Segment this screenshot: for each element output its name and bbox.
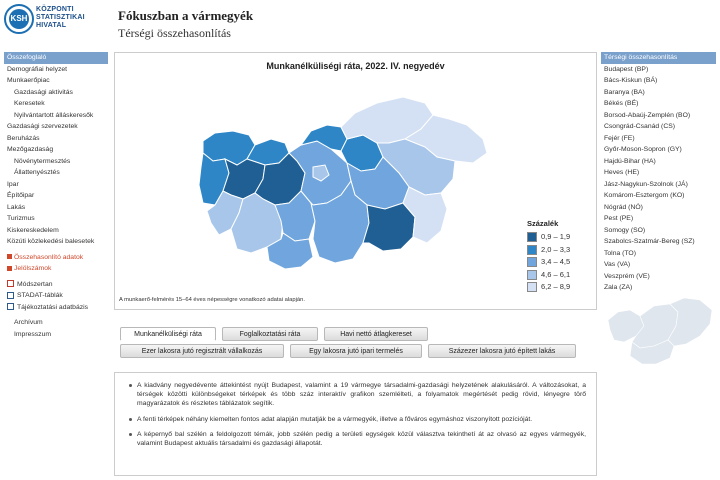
ksh-logo[interactable] [4, 4, 106, 36]
region-item-tolna-to[interactable]: Tolna (TO) [604, 249, 636, 257]
nav-item-keresetek[interactable]: Keresetek [14, 100, 45, 107]
county-csongrad-csanad[interactable] [363, 203, 415, 251]
legend-label: 3,4 – 4,5 [541, 257, 571, 266]
ksh-logo-mark [4, 4, 34, 34]
map-legend [527, 219, 570, 294]
region-item-vas-va[interactable]: Vas (VA) [604, 261, 631, 268]
region-item-zala-za[interactable]: Zala (ZA) [604, 284, 633, 291]
legend-item [527, 281, 570, 294]
nav-item-munkaeropiac[interactable]: Munkaerőpiac [7, 77, 50, 84]
legend-label: 2,0 – 3,3 [541, 244, 571, 254]
region-item-fejer-fe[interactable]: Fejér (FE) [604, 134, 635, 142]
nav-item-novenytermesztes[interactable]: Növénytermesztés [14, 157, 71, 165]
page-subtitle: Térségi összehasonlítás [118, 26, 231, 40]
pdf-document-icon [7, 280, 14, 287]
region-item-gyor-moson-sopron-gy[interactable]: Győr-Moson-Sopron (GY) [604, 146, 682, 153]
nav-item-demografiai-helyzet[interactable]: Demográfiai helyzet [7, 65, 68, 73]
intro-paragraph: A fenti térképek néhány kiemelten fontos adat alapján mutatják be a vármegyék, illetve a főváros egymáshoz viszonyított pozícióját. [125, 415, 586, 424]
map-footnote: A munkaerő-felmérés 15–64 éves népességre vonatkozó adatai alapján. [119, 297, 305, 303]
logo-line: KÖZPONTI [36, 6, 74, 13]
region-item-bacs-kiskun-ba[interactable]: Bács-Kiskun (BÁ) [604, 77, 658, 84]
nav-item-impresszum[interactable]: Impresszum [14, 330, 52, 338]
region-item-veszprem-ve[interactable]: Veszprém (VE) [604, 272, 650, 280]
intro-text-panel [114, 372, 597, 476]
nav-item-archivum[interactable]: Archívum [14, 319, 43, 326]
map-panel [114, 52, 597, 310]
legend-item [527, 231, 570, 244]
region-item-baranya-ba[interactable]: Baranya (BA) [604, 88, 645, 96]
ksh-logo-abbr: KSH [9, 9, 29, 29]
legend-item [527, 256, 570, 269]
legend-label: 4,6 – 6,1 [541, 269, 571, 279]
nav-item-kozuti-kozlekedesi-balesetek[interactable]: Közúti közlekedési balesetek [7, 238, 95, 245]
tab-industrial-production[interactable]: Egy lakosra jutó ipari termelés [290, 344, 422, 358]
nav-item-ipar[interactable]: Ipar [7, 180, 19, 188]
region-item-bekes-be[interactable]: Békés (BÉ) [604, 100, 639, 107]
tab-employment-rate[interactable]: Foglalkoztatási ráta [222, 327, 318, 341]
tab-unemployment-rate[interactable]: Munkanélküliségi ráta [120, 327, 216, 341]
nav-item-gazdasagi-szervezetek[interactable]: Gazdasági szervezetek [7, 123, 78, 130]
legend-swatch [527, 245, 537, 255]
legend-title: Százalék [527, 219, 559, 228]
nav-tool-label: Tájékoztatási adatbázis [17, 303, 89, 311]
region-item-heves-he[interactable]: Heves (HE) [604, 169, 640, 176]
logo-line: HIVATAL [36, 22, 67, 29]
nav-tool-label: STADAT-táblák [17, 292, 63, 299]
legend-swatch [527, 232, 537, 242]
intro-paragraph: A kiadvány negyedévente áttekintést nyújt Budapest, valamint a 19 vármegye társadalmi-gazdasági helyzetének alakulásáról. A változásokat, a térségek közötti különbségeket térképek és több száz interaktív grafikon szemlélteti, a folyamatok megértését pedig rövid, lényegre törő magyarázatok és részletes táblázatok segítik. [125, 381, 586, 409]
region-item-jasz-nagykun-szolnok-ja[interactable]: Jász-Nagykun-Szolnok (JÁ) [604, 180, 688, 188]
right-navigation [601, 52, 716, 294]
region-item-budapest-bp[interactable]: Budapest (BP) [604, 65, 649, 73]
map-title: Munkanélküliségi ráta, 2022. IV. negyedév [266, 61, 445, 71]
legend-item [527, 269, 570, 282]
nav-item-nyilvantartott-allaskeresok[interactable]: Nyilvántartott álláskeresők [14, 111, 94, 119]
tab-dwellings-built[interactable]: Százezer lakosra jutó épített lakás [428, 344, 576, 358]
nav-link-osszehasonlito-adatok[interactable] [4, 252, 108, 264]
nav-item-mezogazdasag[interactable]: Mezőgazdaság [7, 146, 54, 153]
nav-item-lakas[interactable]: Lakás [7, 203, 26, 211]
logo-line: STATISZTIKAI [36, 14, 85, 21]
table-icon [7, 292, 14, 299]
region-item-hajdu-bihar-ha[interactable]: Hajdú-Bihar (HA) [604, 157, 656, 165]
region-item-komarom-esztergom-ko[interactable]: Komárom-Esztergom (KO) [604, 192, 685, 199]
nav-tool-stadat-tablak[interactable] [4, 290, 108, 302]
database-icon [7, 303, 14, 310]
nav-link-label: Jelölszámok [14, 265, 52, 272]
region-item-pest-pe[interactable]: Pest (PE) [604, 215, 634, 222]
tab-registered-enterprises[interactable]: Ezer lakosra jutó regisztrált vállalkozás [120, 344, 284, 358]
page-title: Fókuszban a vármegyék [118, 8, 254, 23]
bullet-square-icon [7, 266, 12, 271]
nav-item-gazdasagi-aktivitas[interactable]: Gazdasági aktivitás [14, 88, 73, 96]
nav-tool-tajekoztatasi-adatbazis[interactable] [4, 302, 108, 314]
bullet-square-icon [7, 254, 12, 259]
nav-tool-modszertan[interactable] [4, 279, 108, 291]
legend-swatch [527, 257, 537, 267]
region-item-somogy-so[interactable]: Somogy (SO) [604, 226, 646, 234]
tab-net-average-earnings[interactable]: Havi nettó átlagkereset [324, 327, 428, 341]
nav-item-osszefoglalo[interactable]: Összefoglaló [4, 52, 108, 64]
region-item-borsod-abauj-zemplen-bo[interactable]: Borsod-Abaúj-Zemplén (BO) [604, 111, 691, 119]
nav-item-beruhazas[interactable]: Beruházás [7, 134, 40, 142]
nav-link-label: Összehasonlító adatok [14, 253, 84, 261]
region-item-csongrad-csanad-cs[interactable]: Csongrád-Csanád (CS) [604, 123, 676, 130]
legend-label: 6,2 – 8,9 [541, 282, 571, 291]
nav-tool-label: Módszertan [17, 280, 53, 288]
legend-item [527, 244, 570, 257]
legend-swatch [527, 282, 537, 292]
ksh-logo-text [36, 6, 85, 30]
intro-paragraph: A képernyő bal szélén a feldolgozott témák, jobb szélén pedig a területi egységek közül választva tekinthetí át az olvasó az egyes vármegyék, valamint Budapest aktuális társadalmi és gazdasági állapotát. [125, 430, 586, 448]
region-item-nograd-no[interactable]: Nógrád (NÓ) [604, 203, 643, 211]
page-header [118, 8, 253, 41]
region-item-tersegi-osszehasonlitas[interactable]: Térségi összehasonlítás [601, 52, 716, 64]
left-navigation [4, 52, 108, 340]
nav-item-turizmus[interactable]: Turizmus [7, 215, 35, 222]
nav-link-jelolszamok[interactable] [4, 263, 108, 275]
nav-item-kiskereskedelem[interactable]: Kiskereskedelem [7, 226, 59, 234]
legend-label: 0,9 – 1,9 [541, 232, 571, 241]
nav-item-epitoipar[interactable]: Építőipar [7, 192, 35, 199]
region-item-szabolcs-szatmar-bereg-sz[interactable]: Szabolcs-Szatmár-Bereg (SZ) [604, 238, 695, 245]
nav-item-allattenyesztes[interactable]: Állattenyésztés [14, 169, 60, 176]
mini-hungary-map [604, 290, 716, 370]
legend-swatch [527, 270, 537, 280]
hungary-county-map [115, 53, 598, 311]
